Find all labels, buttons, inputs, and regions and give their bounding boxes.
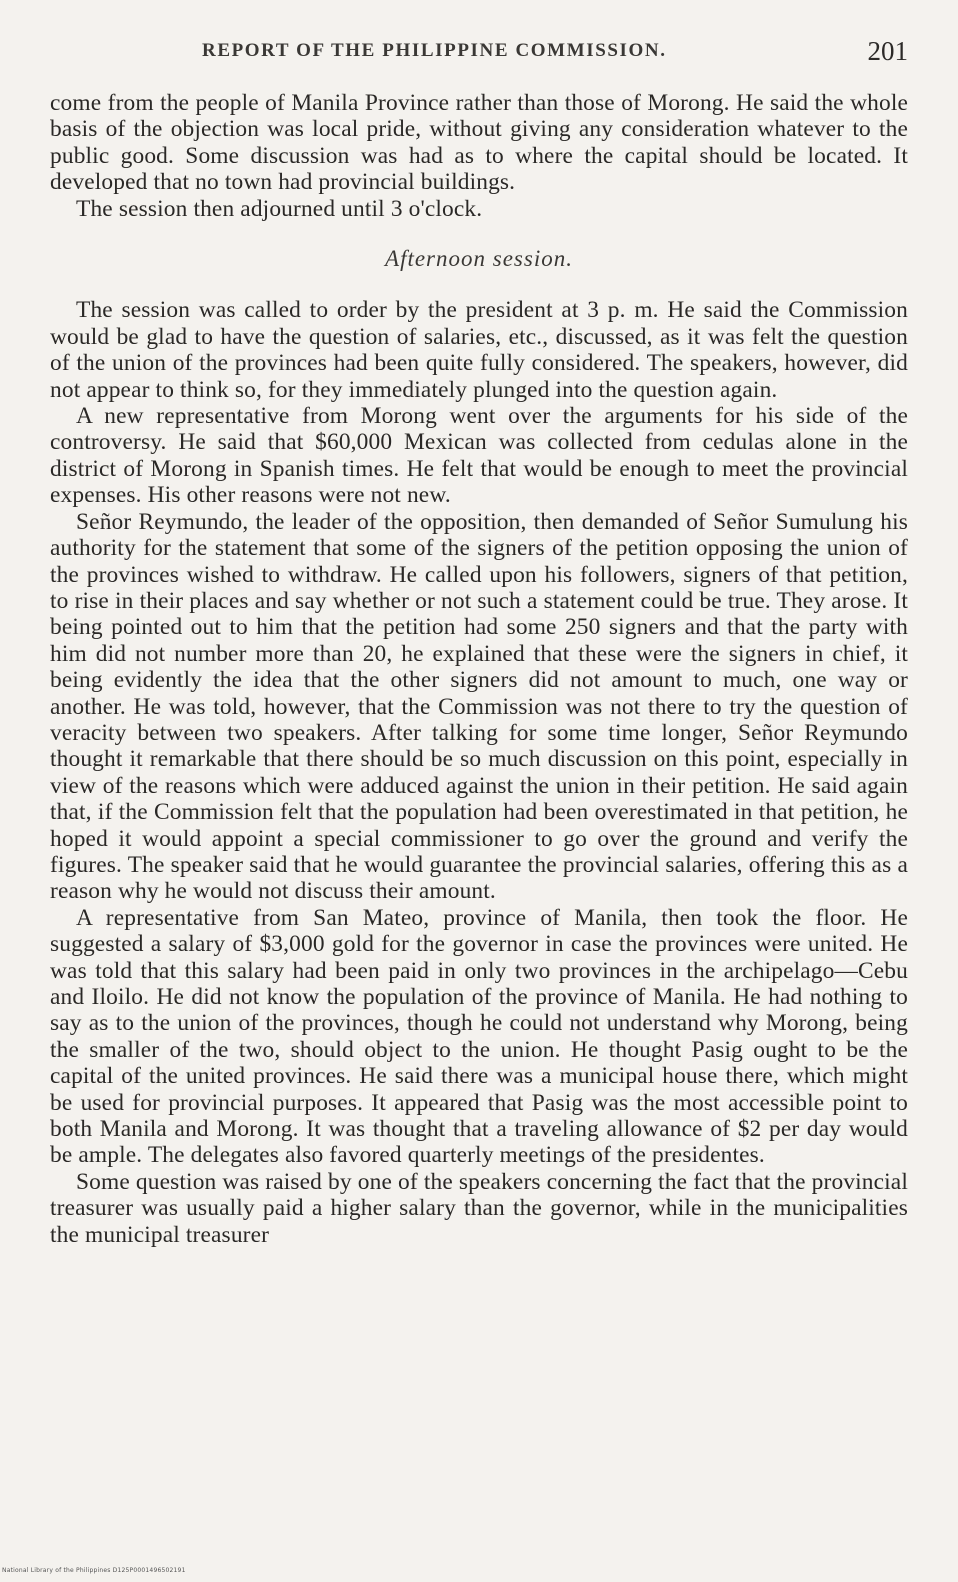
body-text	[50, 90, 908, 1248]
paragraph-adjournment: The session then adjourned until 3 o'clock.	[76, 195, 483, 222]
running-header	[50, 36, 908, 70]
paragraph-san-mateo-representative: A representative from San Mateo, province of Manila, then took the floor. He suggested a salary of $3,000 gold for the governor in case the provinces were united. He was told that this salary had been paid in only two provinces in the archipelago—Cebu and Iloilo. He did not know the population of the province of Manila. He had nothing to say as to the union of the provinces, though he could not understand why Morong, being the smaller of the two, should object to the union. He thought Pasig ought to be the capital of the united provinces. He said there was a municipal house there, which might be used for provincial purposes. It appeared that Pasig was the most accessible point to both Manila and Morong. It was thought that a traveling allowance of $2 per day would be ample. The delegates also favored quarterly meetings of the presidentes.	[50, 904, 908, 1169]
paragraph-continuation: come from the people of Manila Province rather than those of Morong. He said the whole basis of the objection was local pride, without giving any consideration whatever to the public good. Some discussion was had as to where the capital should be located. It developed that no town had provincial buildings.	[50, 90, 908, 196]
running-title: REPORT OF THE PHILIPPINE COMMISSION.	[202, 40, 667, 61]
library-footer-note: National Library of the Philippines D125P0001496502191	[2, 1567, 186, 1574]
section-heading: Afternoon session.	[385, 246, 573, 272]
paragraph-senor-reymundo: Señor Reymundo, the leader of the opposition, then demanded of Señor Sumulung his authority for the statement that some of the signers of the petition opposing the union of the provinces wished to withdraw. He called upon his followers, signers of that petition, to rise in their places and say whether or not such a statement could be true. They arose. It being pointed out to him that the petition had some 250 signers and that the party with him did not number more than 20, he explained that these were the signers in chief, it being evidently the idea that the other signers did not amount to much, one way or another. He was told, however, that the Commission was not there to try the question of veracity between two speakers. After talking for some time longer, Señor Reymundo thought it remarkable that there should be so much discussion on this point, especially in view of the reasons which were adduced against the union in their petition. He said again that, if the Commission felt that the population had been overestimated in that petition, he hoped it would appoint a special commissioner to go over the ground and verify the figures. The speaker said that he would guarantee the provincial salaries, offering this as a reason why he would not discuss their amount.	[50, 508, 908, 905]
paragraph-morong-representative: A new representative from Morong went over the arguments for his side of the controversy. He said that $60,000 Mexican was collected from cedulas alone in the district of Morong in Spanish times. He felt that would be enough to meet the provincial expenses. His other reasons were not new.	[50, 403, 908, 509]
paragraph-session-called: The session was called to order by the president at 3 p. m. He said the Commission would be glad to have the question of salaries, etc., discussed, as it was felt the question of the union of the provinces had been quite fully considered. The speakers, however, did not appear to think so, for they immediately plunged into the question again.	[50, 297, 908, 403]
paragraph-treasurer-question: Some question was raised by one of the speakers concerning the fact that the provincial treasurer was usually paid a higher salary than the governor, while in the municipalities the municipal treasurer	[50, 1168, 908, 1248]
page-number: 201	[867, 36, 908, 66]
